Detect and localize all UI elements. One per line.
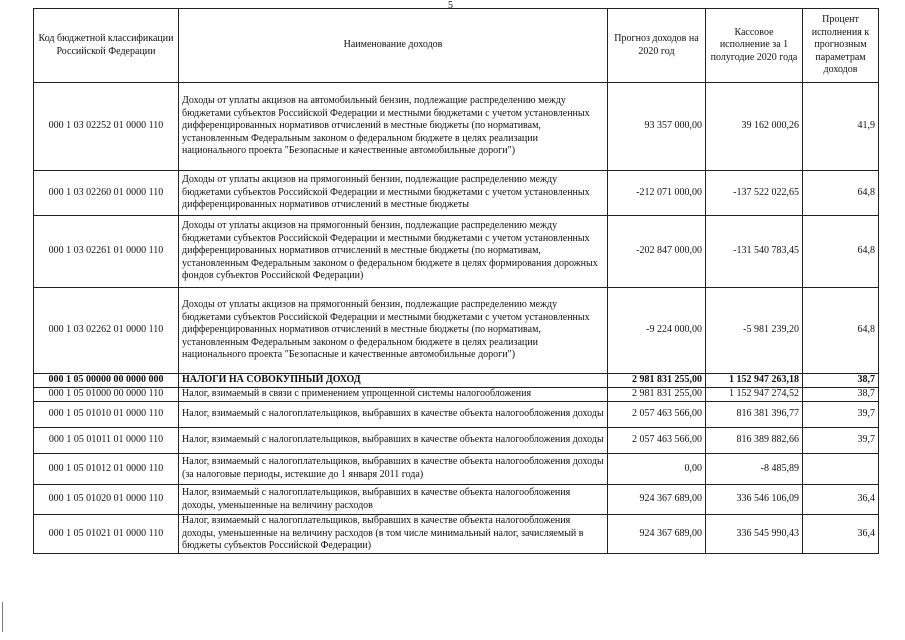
table-header-row <box>34 9 879 83</box>
cell-code: 000 1 05 01020 01 0000 110 <box>34 485 179 515</box>
cell-percent <box>803 454 879 485</box>
cell-code: 000 1 05 01021 01 0000 110 <box>34 515 179 554</box>
cell-code: 000 1 03 02260 01 0000 110 <box>34 171 179 216</box>
cell-code: 000 1 05 01012 01 0000 110 <box>34 454 179 485</box>
cell-forecast: 924 367 689,00 <box>608 485 706 515</box>
cell-name: Доходы от уплаты акцизов на прямогонный бензин, подлежащие распределению между бюджетами субъектов Российской Федерации и местными бюджетами с учетом установленных дифференцированных нормативов отчислений в местные бюджеты (по нормативам, установленным Федеральным законом о федеральном бюджете в целях формирования дорожных фондов субъектов Российской Федерации) <box>179 216 608 288</box>
header-execution: Кассовое исполнение за 1 полугодие 2020 года <box>706 9 803 83</box>
revenue-table <box>33 8 879 554</box>
cell-forecast: 2 057 463 566,00 <box>608 428 706 454</box>
cell-forecast: -202 847 000,00 <box>608 216 706 288</box>
cell-forecast: 2 057 463 566,00 <box>608 402 706 428</box>
cell-execution: -137 522 022,65 <box>706 171 803 216</box>
table-row <box>34 216 879 288</box>
cell-forecast: -212 071 000,00 <box>608 171 706 216</box>
table-row <box>34 388 879 402</box>
cell-execution: 1 152 947 274,52 <box>706 388 803 402</box>
cell-forecast: 924 367 689,00 <box>608 515 706 554</box>
cell-name: Доходы от уплаты акцизов на прямогонный бензин, подлежащие распределению между бюджетами субъектов Российской Федерации и местными бюджетами с учетом установленных дифференцированных нормативов отчислений в местные бюджеты (по нормативам, установленным Федеральным законом о федеральном бюджете в целях реализации национального проекта "Безопасные и качественные автомобильные дороги") <box>179 288 608 374</box>
table-row <box>34 402 879 428</box>
table-row <box>34 428 879 454</box>
cell-code: 000 1 05 01010 01 0000 110 <box>34 402 179 428</box>
cell-code: 000 1 03 02252 01 0000 110 <box>34 83 179 171</box>
cell-forecast: 2 981 831 255,00 <box>608 374 706 388</box>
cell-forecast: 93 357 000,00 <box>608 83 706 171</box>
table-row <box>34 454 879 485</box>
cell-code: 000 1 03 02261 01 0000 110 <box>34 216 179 288</box>
table-row <box>34 374 879 388</box>
cell-percent: 64,8 <box>803 216 879 288</box>
table-row <box>34 171 879 216</box>
cell-name: Налог, взимаемый с налогоплательщиков, выбравших в качестве объекта налогообложения доходы, уменьшенные на величину расходов (в том числе минимальный налог, зачисляемый в бюджеты субъектов Российской Федерации) <box>179 515 608 554</box>
cell-execution: 1 152 947 263,18 <box>706 374 803 388</box>
cell-percent: 39,7 <box>803 402 879 428</box>
cell-execution: 39 162 000,26 <box>706 83 803 171</box>
cell-forecast: 0,00 <box>608 454 706 485</box>
cell-forecast: -9 224 000,00 <box>608 288 706 374</box>
cell-execution: 816 381 396,77 <box>706 402 803 428</box>
cell-percent: 38,7 <box>803 388 879 402</box>
header-percent: Процент исполнения к прогнозным параметрам доходов <box>803 9 879 83</box>
cell-code: 000 1 05 01011 01 0000 110 <box>34 428 179 454</box>
cell-percent: 41,9 <box>803 83 879 171</box>
scan-edge-mark <box>2 602 3 632</box>
cell-percent: 39,7 <box>803 428 879 454</box>
cell-execution: -8 485,89 <box>706 454 803 485</box>
cell-execution: 336 546 106,09 <box>706 485 803 515</box>
cell-percent: 36,4 <box>803 515 879 554</box>
cell-name: Налог, взимаемый с налогоплательщиков, выбравших в качестве объекта налогообложения доходы <box>179 428 608 454</box>
table-row <box>34 83 879 171</box>
header-forecast: Прогноз доходов на 2020 год <box>608 9 706 83</box>
cell-name: Налог, взимаемый с налогоплательщиков, выбравших в качестве объекта налогообложения доходы, уменьшенные на величину расходов <box>179 485 608 515</box>
page-number: 5 <box>448 0 453 11</box>
table-row <box>34 515 879 554</box>
cell-percent: 36,4 <box>803 485 879 515</box>
cell-execution: -5 981 239,20 <box>706 288 803 374</box>
cell-execution: 816 389 882,66 <box>706 428 803 454</box>
table-row <box>34 485 879 515</box>
cell-percent: 64,8 <box>803 171 879 216</box>
cell-percent: 64,8 <box>803 288 879 374</box>
table-row <box>34 288 879 374</box>
cell-name: Доходы от уплаты акцизов на прямогонный бензин, подлежащие распределению между бюджетами субъектов Российской Федерации и местными бюджетами с учетом установленных дифференцированных нормативов отчислений в местные бюджеты <box>179 171 608 216</box>
cell-execution: -131 540 783,45 <box>706 216 803 288</box>
cell-code: 000 1 05 00000 00 0000 000 <box>34 374 179 388</box>
cell-percent: 38,7 <box>803 374 879 388</box>
header-name: Наименование доходов <box>179 9 608 83</box>
cell-name: Налог, взимаемый с налогоплательщиков, выбравших в качестве объекта налогообложения доходы <box>179 402 608 428</box>
cell-execution: 336 545 990,43 <box>706 515 803 554</box>
cell-forecast: 2 981 831 255,00 <box>608 388 706 402</box>
cell-name: Доходы от уплаты акцизов на автомобильный бензин, подлежащие распределению между бюджетами субъектов Российской Федерации и местными бюджетами с учетом установленных дифференцированных нормативов отчислений в местные бюджеты (по нормативам, установленным Федеральным законом о федеральном бюджете в целях реализации национального проекта "Безопасные и качественные автомобильные дороги") <box>179 83 608 171</box>
cell-name: Налог, взимаемый с налогоплательщиков, выбравших в качестве объекта налогообложения доходы (за налоговые периоды, истекшие до 1 января 2011 года) <box>179 454 608 485</box>
cell-code: 000 1 03 02262 01 0000 110 <box>34 288 179 374</box>
cell-name: НАЛОГИ НА СОВОКУПНЫЙ ДОХОД <box>179 374 608 388</box>
cell-name: Налог, взимаемый в связи с применением упрощенной системы налогообложения <box>179 388 608 402</box>
cell-code: 000 1 05 01000 00 0000 110 <box>34 388 179 402</box>
header-code: Код бюджетной классификации Российской Федерации <box>34 9 179 83</box>
